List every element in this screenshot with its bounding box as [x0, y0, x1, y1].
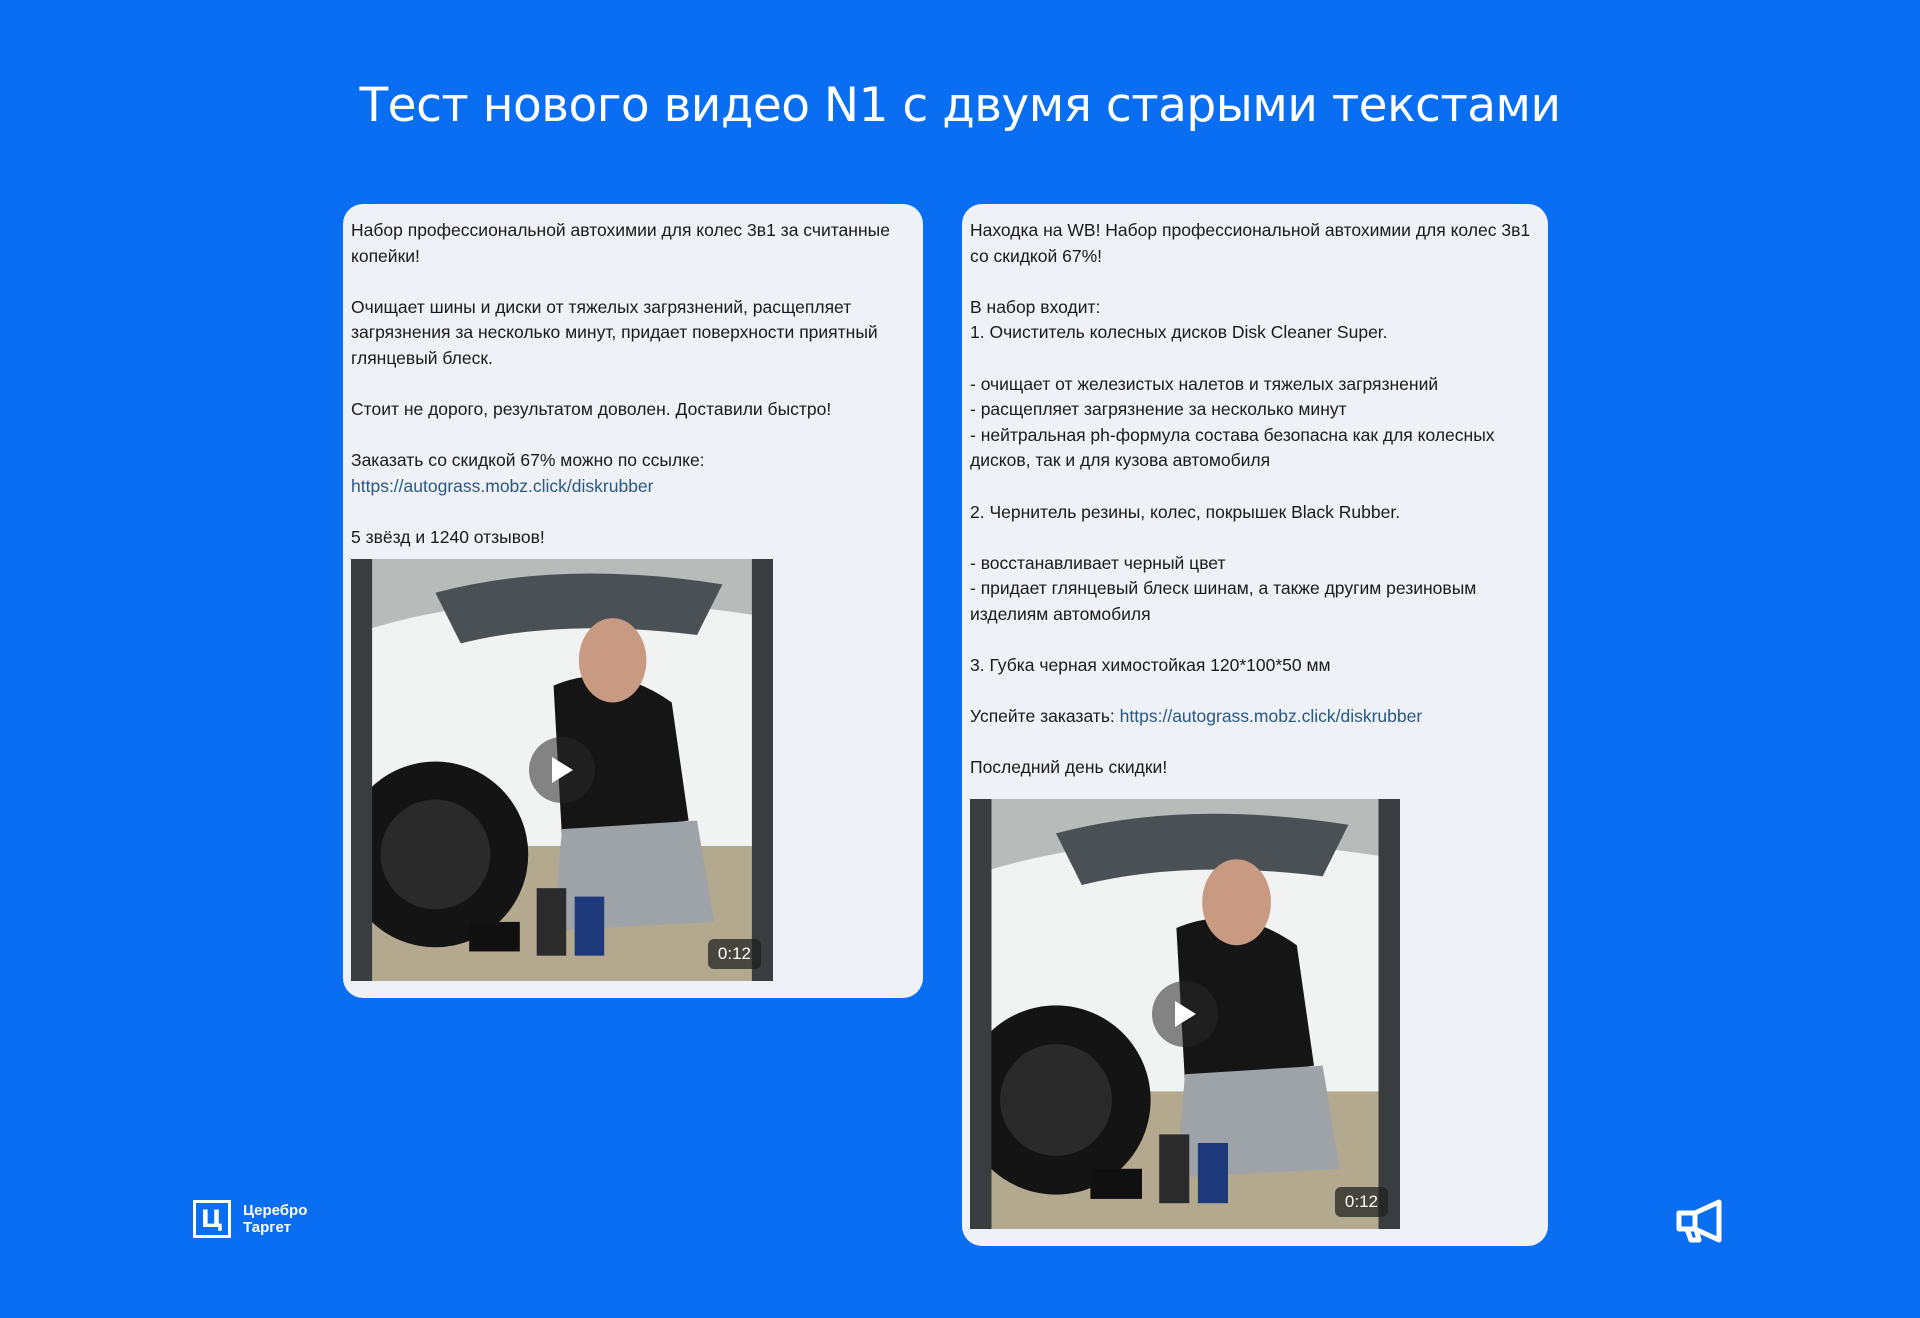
brand-logo — [193, 1200, 307, 1238]
post-paragraph: Стоит не дорого, результатом доволен. Доставили быстро! — [351, 399, 832, 420]
post-paragraph: Набор профессиональной автохимии для колес 3в1 за считанные копейки! — [351, 220, 890, 266]
logo-text — [243, 1202, 307, 1236]
ad-post-left — [343, 204, 923, 998]
video-player[interactable] — [970, 799, 1400, 1229]
logo-mark — [193, 1200, 231, 1238]
order-paragraph — [970, 704, 1540, 730]
page-title: Тест нового видео N1 с двумя старыми текстами — [359, 78, 1561, 133]
play-icon — [1172, 999, 1198, 1029]
ad-post-right — [962, 204, 1548, 1246]
video-duration: 0:12 — [1335, 1187, 1388, 1217]
item-features: - восстанавливает черный цвет - придает глянцевый блеск шинам, а также другим резиновым изделиям автомобиля — [970, 552, 1477, 624]
play-button[interactable] — [1152, 981, 1218, 1047]
post-text-left — [351, 218, 915, 551]
set-item: 3. Губка черная химостойкая 120*100*50 мм — [970, 655, 1331, 676]
closing-text: Последний день скидки! — [970, 757, 1168, 778]
post-text-right — [970, 218, 1540, 781]
logo-line: Церебро — [243, 1202, 308, 1219]
play-icon — [549, 755, 575, 785]
order-text: Заказать со скидкой 67% можно по ссылке: — [351, 450, 705, 471]
reviews-text: 5 звёзд и 1240 отзывов! — [351, 527, 545, 548]
set-contents: В набор входит: 1. Очиститель колесных дисков Disk Cleaner Super. — [970, 296, 1388, 343]
logo-line: Таргет — [243, 1219, 292, 1236]
post-paragraph: Очищает шины и диски от тяжелых загрязнений, расщепляет загрязнения за несколько минут, придает поверхности приятный глянцевый блеск. — [351, 296, 878, 368]
video-player[interactable] — [351, 559, 773, 981]
video-duration: 0:12 — [708, 939, 761, 969]
order-text: Успейте заказать: — [970, 706, 1115, 727]
megaphone-icon — [1673, 1198, 1729, 1244]
order-paragraph — [351, 448, 915, 499]
item-features: - очищает от железистых налетов и тяжелых загрязнений - расщепляет загрязнение за несколько минут - нейтральная ph-формула состава безопасна как для колесных дисков, так и для кузова автомобиля — [970, 373, 1495, 471]
post-intro: Находка на WB! Набор профессиональной автохимии для колес 3в1 со скидкой 67%! — [970, 220, 1531, 266]
product-link[interactable]: https://autograss.mobz.click/diskrubber — [1119, 706, 1423, 727]
set-item: 2. Чернитель резины, колес, покрышек Black Rubber. — [970, 501, 1401, 522]
product-link[interactable]: https://autograss.mobz.click/diskrubber — [351, 475, 654, 496]
play-button[interactable] — [529, 737, 595, 803]
logo-letter: Ц — [200, 1205, 224, 1233]
